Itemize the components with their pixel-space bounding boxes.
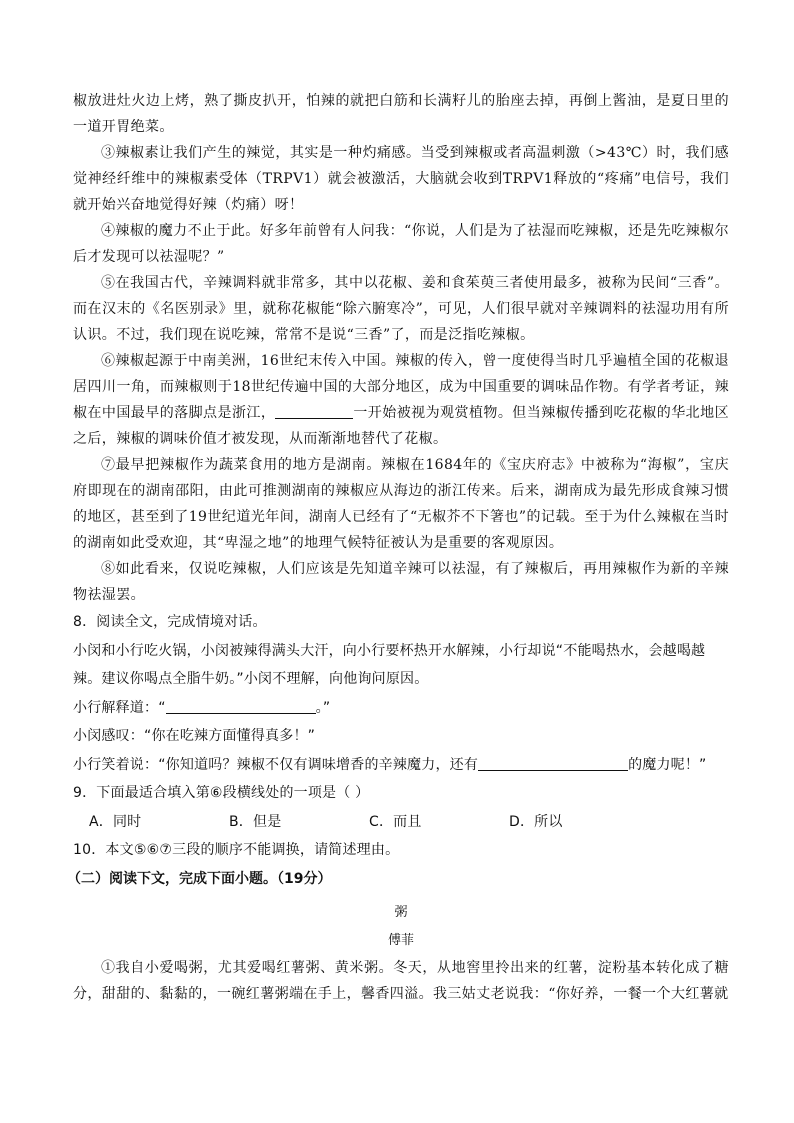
article-author: 傅菲 (387, 932, 414, 948)
option-c[interactable]: C．而且 (369, 813, 422, 830)
paragraph-6-before: ⑥辣椒起源于中南美洲，16世纪末传入中国。辣椒的传入，曾一度使得当时几乎遍植全国的花椒退居四川一角，而辣椒则于18世纪传遍中国的大部分地区，成为中国重要的调味品作物。有学者考证，辣椒在中国最早的落脚点是浙江， (73, 353, 729, 421)
question-8-heading: 8．阅读全文，完成情境对话。 (73, 614, 267, 630)
question-9-options (73, 808, 729, 837)
paragraph-5: ⑤在我国古代，辛辣调料就非常多，其中以花椒、姜和食茱萸三者使用最多，被称为民间“三香”。而在汉末的《名医别录》里，就称花椒能“除六腑寒冷”，可见，人们很早就对辛辣调料的祛湿功用有所认识。不过，我们现在说吃辣，常常不是说“三香”了，而是泛指吃辣椒。 (73, 275, 729, 343)
paragraph-continued: 椒放进灶火边上烤，熟了撕皮扒开，怕辣的就把白筋和长满籽儿的胎座去掉，再倒上酱油，是夏日里的一道开胃绝菜。 (73, 93, 729, 135)
question-10: 10．本文⑤⑥⑦三段的顺序不能调换，请简述理由。 (73, 842, 400, 858)
dialogue-4-suffix: 的魔力呢！” (628, 756, 707, 773)
section-2-heading: （二）阅读下文，完成下面小题。（19分） (67, 870, 332, 887)
question-8-dialogue-3: 小闵感叹：“你在吃辣方面懂得真多！” (73, 728, 316, 744)
question-9: 9．下面最适合填入第⑥段横线处的一项是（ ） (73, 785, 370, 801)
answer-blank-magic[interactable] (478, 756, 628, 771)
paragraph-3: ③辣椒素让我们产生的辣觉，其实是一种灼痛感。当受到辣椒或者高温刺激（>43℃）时，我们感觉神经纤维中的辣椒素受体（TRPV1）就会被激活，大脑就会收到TRPV1释放的“疼痛”电信号，我们就开始兴奋地觉得好辣（灼痛）呀！ (73, 145, 729, 213)
option-a[interactable]: A．同时 (89, 813, 142, 830)
question-8-dialogue-2 (73, 694, 729, 723)
paragraph-8: ⑧如此看来，仅说吃辣椒，人们应该是先知道辛辣可以祛湿，有了辣椒后，再用辣椒作为新的辛辣物祛湿罢。 (73, 561, 729, 603)
article-paragraph-1: ①我自小爱喝粥，尤其爱喝红薯粥、黄米粥。冬天，从地窖里拎出来的红薯，淀粉基本转化成了糖分，甜甜的、黏黏的，一碗红薯粥端在手上，馨香四溢。我三姑丈老说我：“你好养，一餐一个大红薯就 (73, 959, 729, 1002)
dialogue-4-prefix: 小行笑着说：“你知道吗？辣椒不仅有调味增香的辛辣魔力，还有 (73, 756, 479, 773)
article-title: 粥 (394, 904, 408, 920)
answer-blank-explanation[interactable] (166, 699, 316, 714)
paragraph-6-after: 一开始被视为观赏植物。但当辣椒传播到吃花椒的华北地区之后，辣椒的调味价值才被发现，从而渐渐地替代了花椒。 (73, 405, 729, 447)
fill-blank-para6[interactable] (275, 404, 353, 419)
question-8-body: 小闵和小行吃火锅，小闵被辣得满头大汗，向小行要杯热开水解辣，小行却说“不能喝热水，会越喝越辣。建议你喝点全脂牛奶。”小闵不理解，向他询问原因。 (73, 642, 706, 687)
paragraph-7: ⑦最早把辣椒作为蔬菜食用的地方是湖南。辣椒在1684年的《宝庆府志》中被称为“海椒”，宝庆府即现在的湖南邵阳，由此可推测湖南的辣椒应从海边的浙江传来。后来，湖南成为最先形成食辣习惯的地区，甚至到了19世纪道光年间，湖南人已经有了“无椒芥不下箸也”的记载。至于为什么辣椒在当时的湖南如此受欢迎，其“卑湿之地”的地理气候特征被认为是重要的客观原因。 (73, 457, 729, 551)
option-d[interactable]: D．所以 (509, 813, 563, 830)
question-8-dialogue-4 (73, 751, 729, 780)
paragraph-6 (73, 348, 729, 452)
dialogue-2-suffix: 。” (315, 699, 331, 716)
dialogue-2-prefix: 小行解释道：“ (73, 699, 166, 716)
paragraph-4: ④辣椒的魔力不止于此。好多年前曾有人问我：“你说，人们是为了祛湿而吃辣椒，还是先吃辣椒尔后才发现可以祛湿呢？” (73, 223, 729, 265)
option-b[interactable]: B．但是 (229, 813, 282, 830)
document-page (67, 88, 729, 1007)
